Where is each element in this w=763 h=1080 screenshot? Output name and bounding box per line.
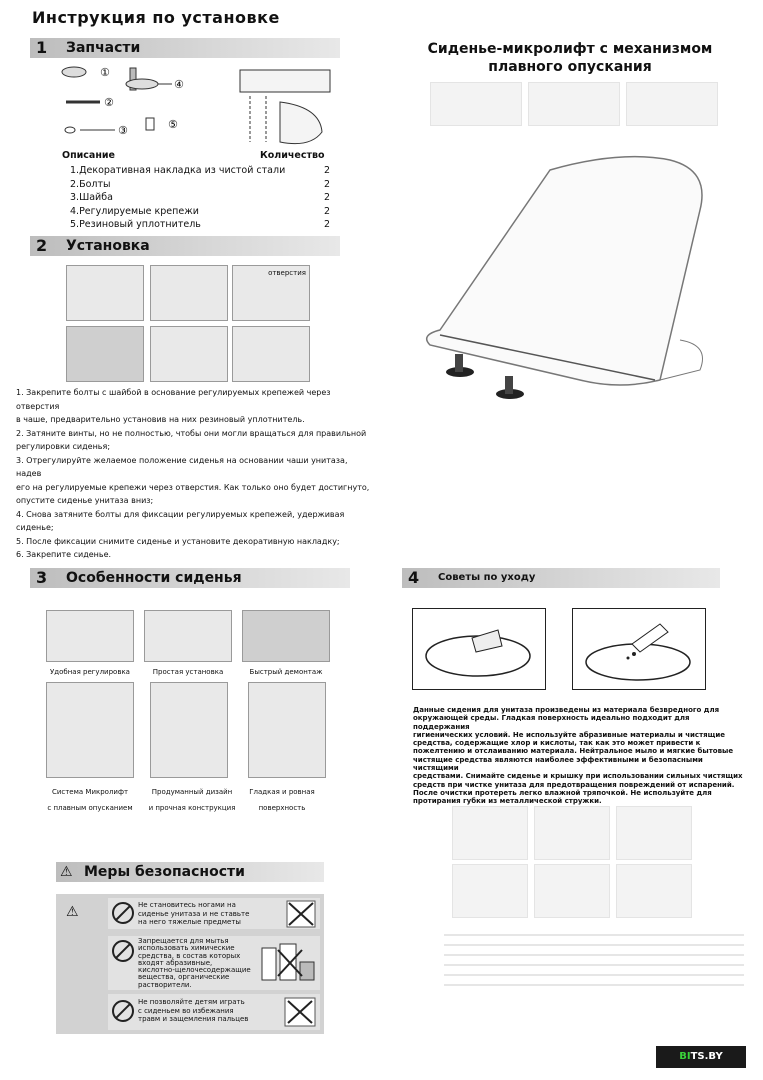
step-line: 4. Снова затяните болты для фиксации регулируемых крепежей, удерживая сиденье; <box>16 509 345 532</box>
care-illustration-wipe <box>412 608 546 690</box>
care-text <box>413 706 748 806</box>
warning-icon: ⚠ <box>66 904 79 920</box>
section-1-title: Запчасти <box>66 40 141 56</box>
section-4-title: Советы по уходу <box>438 572 536 583</box>
caption-line: поверхность <box>258 804 306 812</box>
install-photo-1 <box>66 265 144 321</box>
feature-caption: Простая установка <box>152 668 224 676</box>
safety-text-line: с сиденьем во избежания <box>138 1006 234 1015</box>
section-4-header <box>402 568 720 588</box>
safety-row-2 <box>108 936 320 990</box>
safety-text-line: на него тяжелые предметы <box>138 918 241 927</box>
care-text-line: средствами. Снимайте сиденье и крышку при использовании сильных чистящих <box>413 772 743 781</box>
care-text-line: чистящие средства являются наиболее эффективными и безопасными чистящими <box>413 755 703 773</box>
parts-list <box>70 164 330 232</box>
safety-panel <box>56 894 324 1034</box>
no-standing-icon <box>286 900 316 928</box>
parts-list-item: 4.Регулируемые крепежи 2 <box>70 205 330 217</box>
section-1-number: 1 <box>36 38 48 57</box>
safety-text-line: Запрещается для мытья <box>138 937 229 945</box>
step-line: его на регулируемые крепежи через отверстия. Как только оно будет достигнуто, <box>16 482 370 492</box>
step-line: 2. Затяните винты, но не полностью, чтобы они могли вращаться для правильной <box>16 428 367 438</box>
care-text-line: протирания губки из металлической стружки. <box>413 797 602 806</box>
watermark-part-2: TS.BY <box>690 1051 723 1062</box>
ghost-thumbnail <box>528 82 620 126</box>
prohibited-icon <box>111 999 135 1023</box>
install-steps <box>16 386 370 562</box>
seat-illustration <box>420 140 720 410</box>
no-children-icon <box>284 997 316 1027</box>
caption-line: и прочная конструкция <box>148 804 236 812</box>
watermark-part-1: BI <box>679 1051 691 1062</box>
callout-4: ④ <box>174 78 184 91</box>
ghost-thumbnail <box>616 864 692 918</box>
section-2-number: 2 <box>36 236 48 255</box>
care-text-line: После очистки протереть легко влажной тряпочкой. Не используйте для <box>413 788 712 797</box>
caption-line: Продуманный дизайн <box>151 788 233 796</box>
no-chemicals-icon <box>260 942 316 984</box>
safety-row-3 <box>108 994 320 1030</box>
caption-line: Гладкая и ровная <box>249 788 315 796</box>
rubber-seal-icon <box>146 118 154 130</box>
callout-3: ③ <box>118 124 128 137</box>
install-photo-5 <box>150 326 228 382</box>
safety-text-line: вещества, органические <box>138 973 230 982</box>
safety-text-line: входят абразивные, <box>138 958 213 967</box>
page-title: Инструкция по установке <box>32 8 280 27</box>
care-text-line: средства, содержащие хлор и кислоты, так как это может привести к <box>413 739 701 748</box>
feature-photo-removal <box>242 610 330 662</box>
safety-text-line: сиденье унитаза и не ставьте <box>138 909 250 918</box>
section-4-number: 4 <box>408 568 420 587</box>
callout-2: ② <box>104 96 114 109</box>
ghost-thumbnail <box>452 864 528 918</box>
step-line: опустите сиденье унитаза вниз; <box>16 496 154 505</box>
step-line: в чаше, предварительно установив на них резиновый уплотнитель. <box>16 415 305 424</box>
install-photo-6 <box>232 326 310 382</box>
caption-line: Система Микролифт <box>51 788 129 796</box>
parts-diagram <box>60 62 340 148</box>
section-3-header <box>30 568 350 588</box>
feature-photo-microlift <box>46 682 134 778</box>
parts-qty-header: Количество <box>260 150 325 161</box>
parts-list-item: 2.Болты 2 <box>70 178 330 190</box>
section-2-title: Установка <box>66 238 150 254</box>
care-illustration-spray <box>572 608 706 690</box>
safety-text-line: использовать химические <box>138 944 235 953</box>
section-1-header <box>30 38 340 58</box>
safety-text-line: средства, в состав которых <box>138 951 241 960</box>
safety-row-1 <box>108 898 320 929</box>
care-text-line: Данные сидения для унитаза произведены из материала безвредного для <box>413 706 720 714</box>
safety-text-line: Не позволяйте детям играть <box>138 998 245 1006</box>
feature-caption-surface <box>232 784 332 816</box>
parts-list-item: 3.Шайба 2 <box>70 192 330 203</box>
install-photo-3 <box>232 265 310 321</box>
care-text-line: окружающей среды. Гладкая поверхность идеально подходит для поддержания <box>413 714 690 731</box>
section-2-header <box>30 236 340 256</box>
product-title-line-1: Сиденье-микролифт с механизмом <box>427 41 713 57</box>
install-photo-2 <box>150 265 228 321</box>
step-line: регулировки сиденья; <box>16 442 111 451</box>
washer-icon <box>65 127 75 133</box>
decorative-cover-icon <box>62 67 86 77</box>
step-line: 6. Закрепите сиденье. <box>16 550 112 559</box>
step-line: 5. После фиксации снимите сиденье и установите декоративную накладку; <box>16 536 340 546</box>
ghost-thumbnail <box>616 806 692 860</box>
step-line: 1. Закрепите болты с шайбой в основание регулируемых крепежей через отверстия <box>16 388 331 411</box>
prohibited-icon <box>111 939 135 963</box>
ghost-thumbnail <box>430 82 522 126</box>
care-text-line: средств при чистке унитаза для предотвращения повреждений от испарений. <box>413 780 735 789</box>
callout-1: ① <box>100 66 110 79</box>
ghost-thumbnail <box>534 806 610 860</box>
ghost-thumbnail <box>534 864 610 918</box>
feature-photo-install <box>144 610 232 662</box>
care-text-line: гигиенических условий. Не используйте абразивные материалы и чистящие <box>413 730 726 739</box>
step-line: 3. Отрегулируйте желаемое положение сиденья на основании чаши унитаза, надев <box>16 455 348 478</box>
ghost-text-block <box>444 928 744 1028</box>
toilet-bowl-icon <box>280 102 322 144</box>
safety-header <box>56 862 324 882</box>
safety-text-line: кислотно-щелочесодержащие <box>138 966 251 975</box>
care-text-line: пожелтению и отслаиванию материала. Нейтральное мыло и мягкие бытовые <box>413 747 734 756</box>
safety-text-line: растворители. <box>138 980 192 989</box>
feature-photo-surface <box>248 682 326 778</box>
site-watermark[interactable] <box>656 1046 746 1068</box>
install-photo-4 <box>66 326 144 382</box>
parts-desc-header: Описание <box>62 150 116 161</box>
section-3-number: 3 <box>36 568 48 587</box>
safety-text-line: травм и защемления пальцев <box>138 1015 249 1024</box>
seat-lid-shape <box>427 157 702 385</box>
product-title-line-2: плавного опускания <box>488 59 652 75</box>
callout-5: ⑤ <box>168 118 178 131</box>
feature-caption: Удобная регулировка <box>50 668 130 676</box>
ghost-thumbnail <box>452 806 528 860</box>
section-3-title: Особенности сиденья <box>66 570 242 586</box>
seat-lid-icon <box>240 70 330 92</box>
caption-line: с плавным опусканием <box>47 804 133 812</box>
holes-label: отверстия <box>268 269 306 277</box>
parts-list-item: 5.Резиновый уплотнитель 2 <box>70 219 330 230</box>
safety-title: Меры безопасности <box>84 864 245 880</box>
ghost-thumbnail <box>626 82 718 126</box>
feature-photo-design <box>150 682 228 778</box>
product-title <box>390 40 750 76</box>
safety-text-line: Не становитесь ногами на <box>138 901 236 909</box>
prohibited-icon <box>111 901 135 925</box>
warning-icon: ⚠ <box>60 864 73 880</box>
feature-photo-adjustment <box>46 610 134 662</box>
parts-list-item: 1.Декоративная накладка из чистой стали 2 <box>70 165 330 176</box>
feature-caption: Быстрый демонтаж <box>249 668 323 676</box>
